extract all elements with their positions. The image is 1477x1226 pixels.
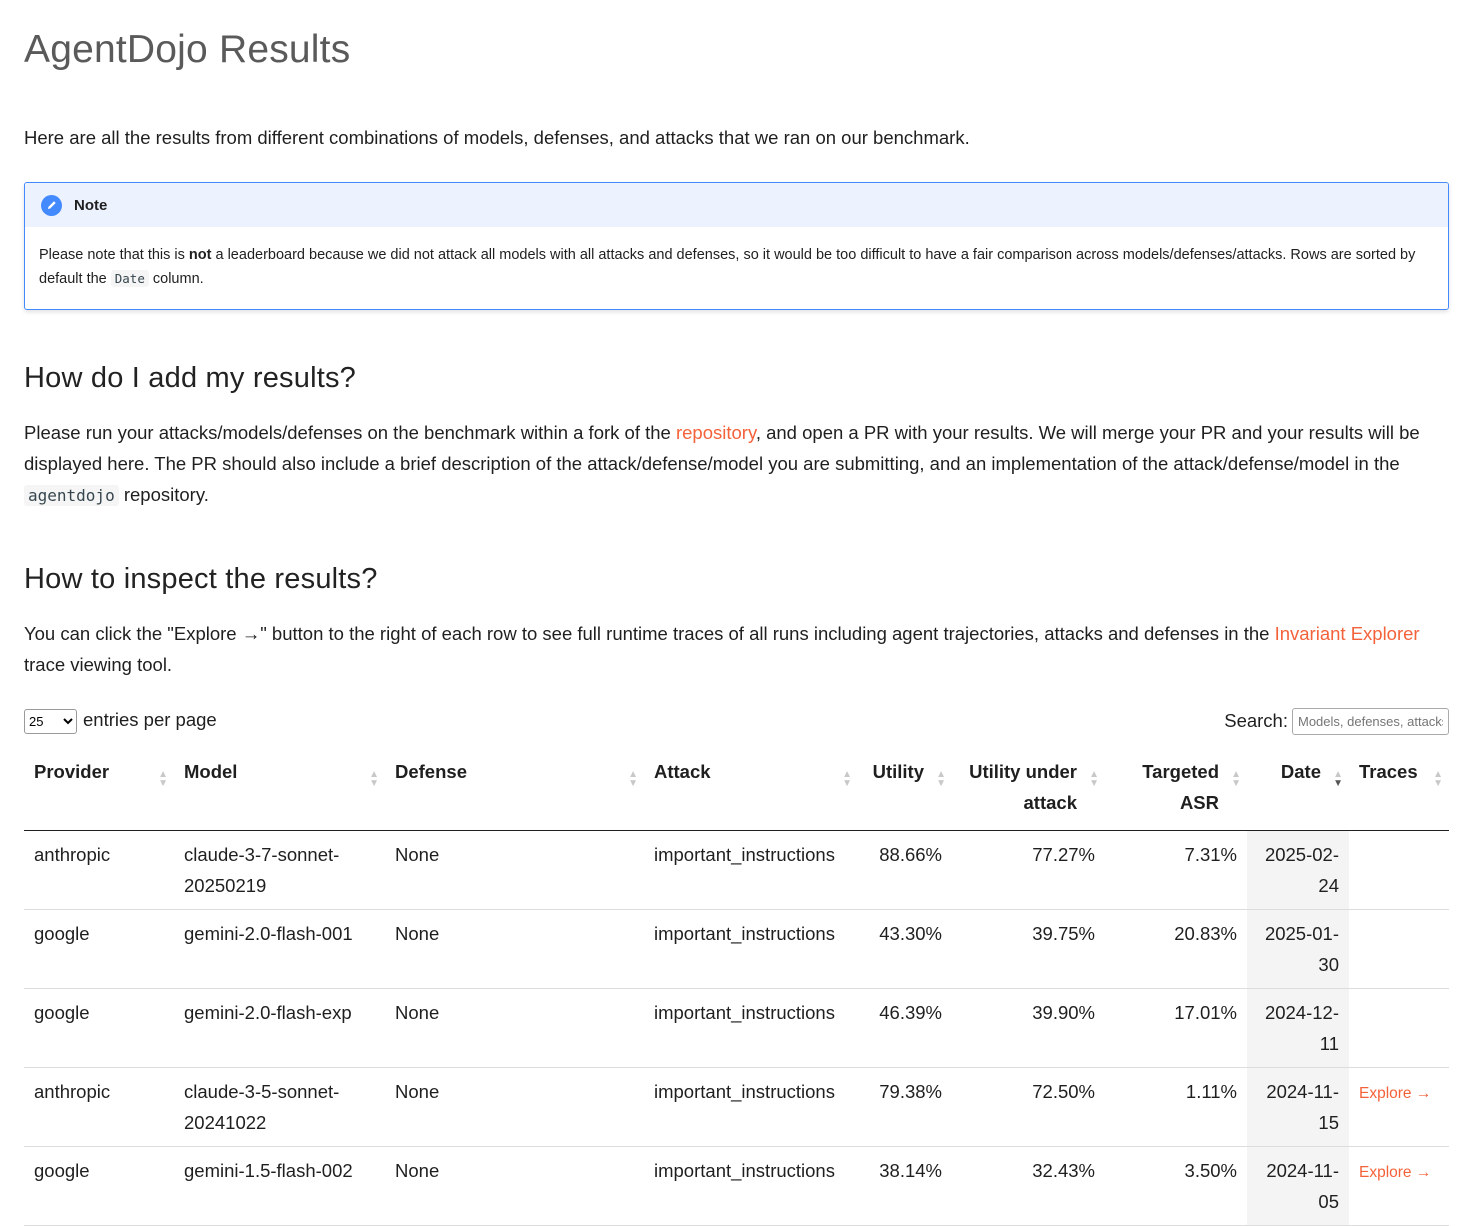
paragraph-text: Please run your attacks/models/defenses on the benchmark within a fork of the <box>24 422 676 443</box>
header-label: Utility under <box>969 761 1077 782</box>
table-row <box>24 1147 1449 1226</box>
header-label: ASR <box>1179 792 1219 813</box>
note-title: Note <box>74 196 108 214</box>
inline-code: agentdojo <box>24 485 119 506</box>
sort-desc-icon: ▲ ▼ <box>1333 769 1343 789</box>
header-label: Traces <box>1359 761 1418 782</box>
cell-traces <box>1349 910 1449 989</box>
table-row <box>24 831 1449 910</box>
header-label: Defense <box>395 761 467 782</box>
header-label: Utility <box>872 761 924 782</box>
cell-provider: google <box>24 989 174 1068</box>
cell-attack: important_instructions <box>644 910 858 989</box>
cell-attack: important_instructions <box>644 1068 858 1147</box>
column-header-targeted-asr[interactable] <box>1105 748 1247 831</box>
cell-targeted-asr: 20.83% <box>1105 910 1247 989</box>
search-input[interactable] <box>1292 708 1449 735</box>
note-text: a leaderboard because we did not attack all models with all attacks and defenses, so it would be too difficult to have a fair comparison across models/defenses/attacks. Rows are sorted by default the <box>39 247 1416 287</box>
sort-icon: ▲ ▼ <box>1231 769 1241 789</box>
header-label: Date <box>1280 761 1321 782</box>
note-text: column. <box>148 271 204 287</box>
paragraph-text: You can click the "Explore →" button to the right of each row to see full runtime traces of all runs including agent trajectories, attacks and defenses in the <box>24 623 1275 644</box>
table-row <box>24 1068 1449 1147</box>
cell-utility-under-attack: 39.75% <box>952 910 1105 989</box>
header-label: Model <box>184 761 238 782</box>
page-title: AgentDojo Results <box>24 28 351 71</box>
sort-icon: ▲ ▼ <box>1089 769 1099 789</box>
paragraph-text: trace viewing tool. <box>24 654 173 675</box>
paragraph-text: repository. <box>118 484 209 505</box>
table-row <box>24 989 1449 1068</box>
sort-icon: ▲ ▼ <box>1433 769 1443 789</box>
sort-icon: ▲ ▼ <box>628 769 638 789</box>
column-header-traces[interactable] <box>1349 748 1449 831</box>
invariant-explorer-link[interactable]: Invariant Explorer <box>1274 623 1420 644</box>
sort-icon: ▲ ▼ <box>369 769 379 789</box>
cell-targeted-asr: 3.50% <box>1105 1147 1247 1226</box>
sort-icon: ▲ ▼ <box>158 769 168 789</box>
intro-text: Here are all the results from different combinations of models, defenses, and attacks that we ran on our benchmark. <box>24 127 970 148</box>
note-admonition <box>24 182 1449 310</box>
cell-defense: None <box>385 989 644 1068</box>
cell-utility: 79.38% <box>858 1068 952 1147</box>
paragraph-text: , and open a PR with your results. We will merge your PR and your results will be displayed here. The PR should also include a brief description of the attack/defense/model you are submitting, and an implementation of the attack/defense/model in the <box>24 422 1420 474</box>
cell-defense: None <box>385 910 644 989</box>
note-header <box>25 183 1448 227</box>
cell-attack: important_instructions <box>644 1147 858 1226</box>
table-controls <box>24 704 1449 738</box>
cell-provider: google <box>24 1147 174 1226</box>
header-label: Attack <box>654 761 711 782</box>
section-heading-add-results: How do I add my results? <box>24 362 356 394</box>
header-label: Targeted <box>1142 761 1219 782</box>
cell-utility-under-attack: 32.43% <box>952 1147 1105 1226</box>
cell-date: 2024-​12-​11 <box>1247 989 1349 1068</box>
column-header-model[interactable] <box>174 748 385 831</box>
cell-model: claude-​3-​7-​sonnet-​20250219 <box>174 831 385 910</box>
cell-traces <box>1349 1068 1449 1147</box>
cell-provider: anthropic <box>24 831 174 910</box>
add-results-text <box>24 417 1449 511</box>
header-label: Provider <box>34 761 110 782</box>
cell-utility: 88.66% <box>858 831 952 910</box>
cell-model: gemini-​2.0-​flash-​001 <box>174 910 385 989</box>
explore-link[interactable]: Explore → <box>1359 1085 1432 1102</box>
note-code: Date <box>111 270 149 287</box>
table-row <box>24 910 1449 989</box>
cell-targeted-asr: 1.11% <box>1105 1068 1247 1147</box>
cell-date: 2024-​11-​15 <box>1247 1068 1349 1147</box>
header-label: attack <box>1023 792 1077 813</box>
cell-defense: None <box>385 831 644 910</box>
cell-defense: None <box>385 1147 644 1226</box>
column-header-attack[interactable] <box>644 748 858 831</box>
cell-date: 2024-​11-​05 <box>1247 1147 1349 1226</box>
cell-provider: google <box>24 910 174 989</box>
results-table <box>24 748 1449 1226</box>
cell-utility-under-attack: 72.50% <box>952 1068 1105 1147</box>
cell-traces <box>1349 831 1449 910</box>
cell-traces <box>1349 989 1449 1068</box>
cell-provider: anthropic <box>24 1068 174 1147</box>
repository-link[interactable]: repository <box>675 422 756 443</box>
cell-date: 2025-​01-​30 <box>1247 910 1349 989</box>
cell-traces <box>1349 1147 1449 1226</box>
cell-targeted-asr: 7.31% <box>1105 831 1247 910</box>
section-heading-inspect-results: How to inspect the results? <box>24 563 378 595</box>
cell-utility: 43.30% <box>858 910 952 989</box>
cell-model: claude-​3-​5-​sonnet-​20241022 <box>174 1068 385 1147</box>
cell-attack: important_instructions <box>644 831 858 910</box>
column-header-utility-under-attack[interactable] <box>952 748 1105 831</box>
table-header-row <box>24 748 1449 831</box>
cell-model: gemini-​1.5-​flash-​002 <box>174 1147 385 1226</box>
page-size-control <box>24 709 217 734</box>
search-control <box>1224 708 1449 735</box>
cell-defense: None <box>385 1068 644 1147</box>
inspect-results-text <box>24 618 1449 680</box>
sort-icon: ▲ ▼ <box>842 769 852 789</box>
note-body <box>25 227 1448 309</box>
column-header-provider[interactable] <box>24 748 174 831</box>
search-label: Search: <box>1224 710 1288 731</box>
cell-utility-under-attack: 77.27% <box>952 831 1105 910</box>
note-text: Please note that this is <box>39 247 189 263</box>
column-header-defense[interactable] <box>385 748 644 831</box>
cell-date: 2025-​02-​24 <box>1247 831 1349 910</box>
entries-per-page-label: entries per page <box>83 708 217 730</box>
column-header-date[interactable] <box>1247 748 1349 831</box>
pencil-icon <box>41 195 62 216</box>
sort-icon: ▲ ▼ <box>936 769 946 789</box>
cell-attack: important_instructions <box>644 989 858 1068</box>
note-emphasis: not <box>188 247 212 263</box>
cell-utility-under-attack: 39.90% <box>952 989 1105 1068</box>
entries-per-page-select[interactable] <box>24 709 77 734</box>
cell-utility: 46.39% <box>858 989 952 1068</box>
column-header-utility[interactable] <box>858 748 952 831</box>
cell-utility: 38.14% <box>858 1147 952 1226</box>
explore-link[interactable]: Explore → <box>1359 1164 1432 1181</box>
cell-targeted-asr: 17.01% <box>1105 989 1247 1068</box>
cell-model: gemini-​2.0-​flash-​exp <box>174 989 385 1068</box>
